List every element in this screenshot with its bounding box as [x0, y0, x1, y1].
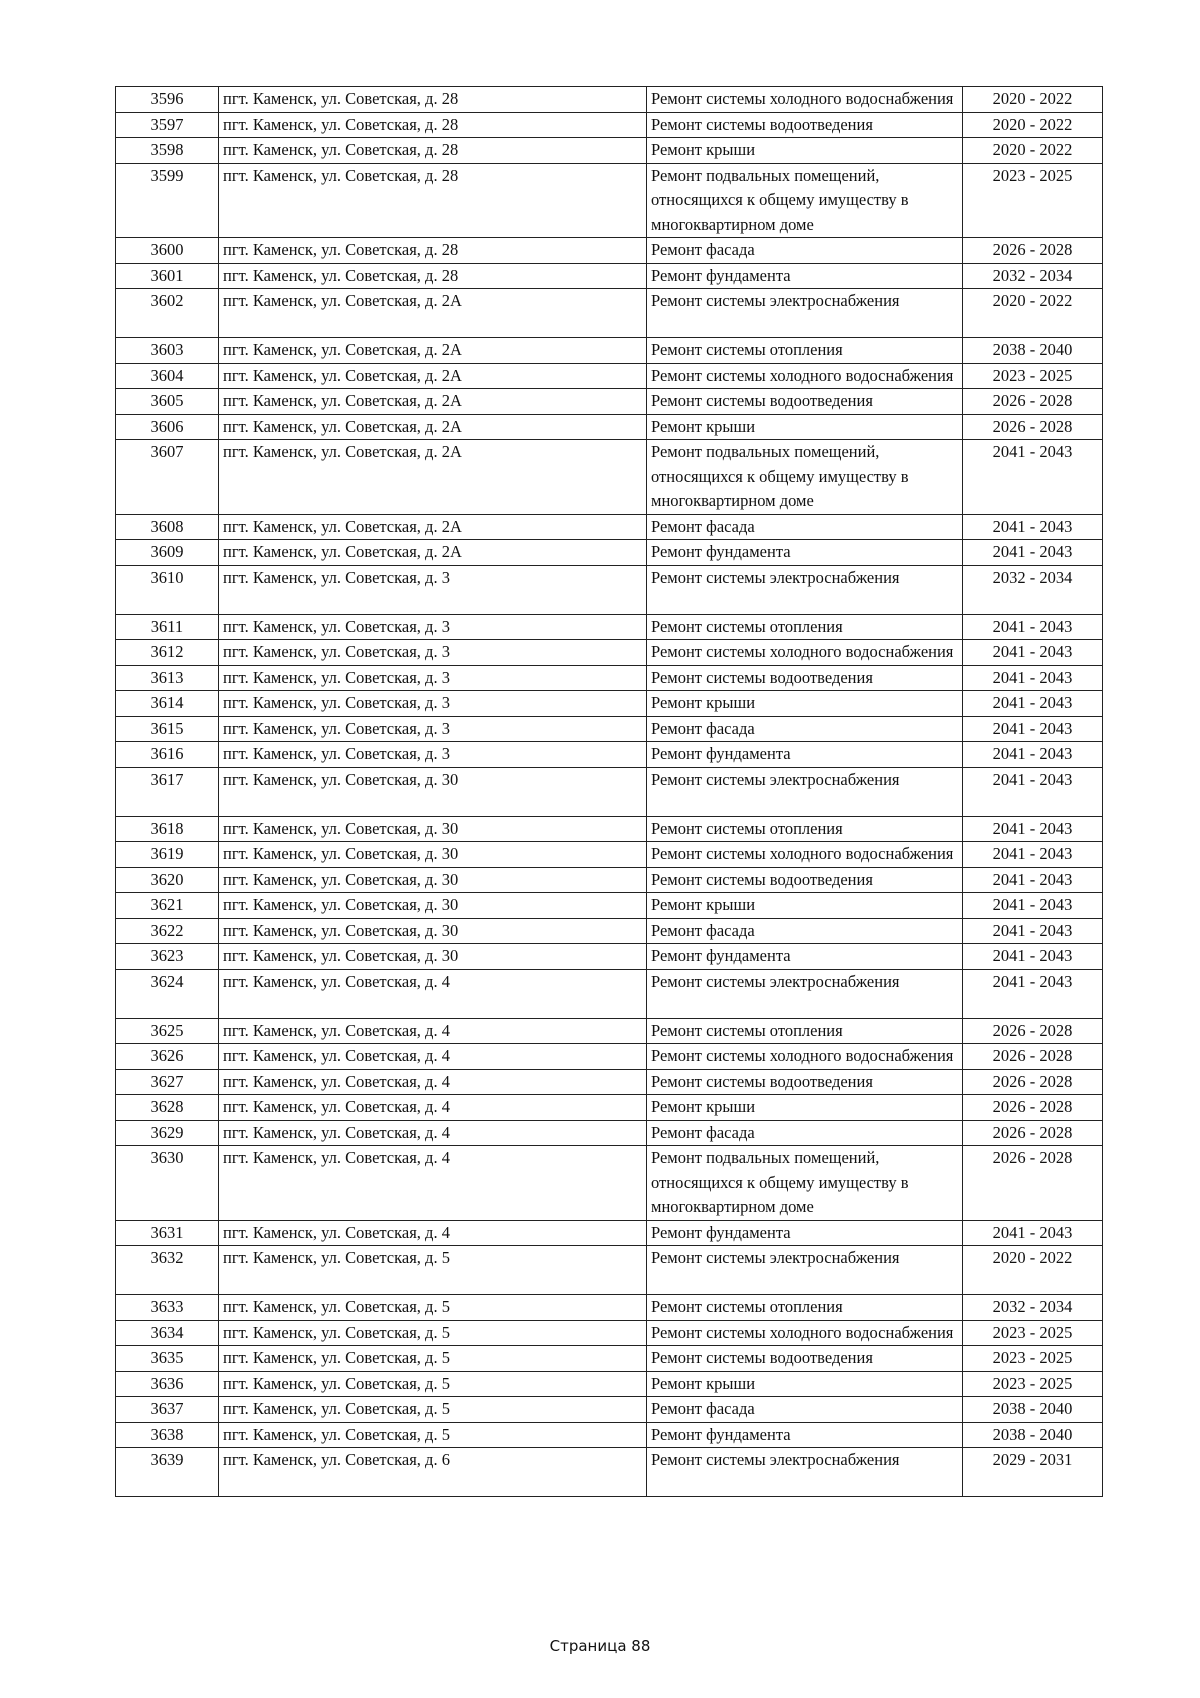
row-number: 3624: [116, 969, 219, 1018]
row-number: 3635: [116, 1346, 219, 1372]
row-work-type: Ремонт крыши: [647, 893, 963, 919]
table-row: [116, 1044, 1103, 1070]
row-work-type: Ремонт системы отопления: [647, 614, 963, 640]
row-address: пгт. Каменск, ул. Советская, д. 5: [219, 1422, 647, 1448]
row-period: 2041 - 2043: [963, 514, 1103, 540]
row-work-type: Ремонт подвальных помещений, относящихся к общему имуществу в многоквартирном доме: [647, 1146, 963, 1221]
row-address: пгт. Каменск, ул. Советская, д. 30: [219, 893, 647, 919]
row-work-type: Ремонт системы водоотведения: [647, 867, 963, 893]
table-body: [116, 87, 1103, 1497]
row-number: 3607: [116, 440, 219, 515]
row-number: 3636: [116, 1371, 219, 1397]
row-period: 2020 - 2022: [963, 112, 1103, 138]
row-work-type: Ремонт крыши: [647, 1095, 963, 1121]
row-address: пгт. Каменск, ул. Советская, д. 3: [219, 665, 647, 691]
row-address: пгт. Каменск, ул. Советская, д. 4: [219, 1220, 647, 1246]
table-row: [116, 867, 1103, 893]
table-row: [116, 944, 1103, 970]
row-period: 2020 - 2022: [963, 1246, 1103, 1295]
row-address: пгт. Каменск, ул. Советская, д. 3: [219, 691, 647, 717]
row-work-type: Ремонт фундамента: [647, 944, 963, 970]
row-work-type: Ремонт системы электроснабжения: [647, 1448, 963, 1497]
row-address: пгт. Каменск, ул. Советская, д. 30: [219, 767, 647, 816]
table-row: [116, 1018, 1103, 1044]
row-number: 3637: [116, 1397, 219, 1423]
row-work-type: Ремонт системы водоотведения: [647, 1069, 963, 1095]
row-work-type: Ремонт подвальных помещений, относящихся к общему имуществу в многоквартирном доме: [647, 163, 963, 238]
row-number: 3609: [116, 540, 219, 566]
row-address: пгт. Каменск, ул. Советская, д. 2А: [219, 440, 647, 515]
row-address: пгт. Каменск, ул. Советская, д. 28: [219, 138, 647, 164]
row-work-type: Ремонт системы холодного водоснабжения: [647, 640, 963, 666]
row-work-type: Ремонт системы холодного водоснабжения: [647, 363, 963, 389]
row-address: пгт. Каменск, ул. Советская, д. 30: [219, 867, 647, 893]
table-row: [116, 816, 1103, 842]
table-row: [116, 138, 1103, 164]
row-period: 2041 - 2043: [963, 540, 1103, 566]
table-row: [116, 691, 1103, 717]
row-work-type: Ремонт системы водоотведения: [647, 1346, 963, 1372]
table-row: [116, 969, 1103, 1018]
row-address: пгт. Каменск, ул. Советская, д. 4: [219, 1069, 647, 1095]
row-address: пгт. Каменск, ул. Советская, д. 2А: [219, 338, 647, 364]
row-work-type: Ремонт системы холодного водоснабжения: [647, 842, 963, 868]
row-period: 2026 - 2028: [963, 414, 1103, 440]
row-number: 3596: [116, 87, 219, 113]
row-number: 3608: [116, 514, 219, 540]
row-period: 2041 - 2043: [963, 918, 1103, 944]
table-row: [116, 1120, 1103, 1146]
row-address: пгт. Каменск, ул. Советская, д. 5: [219, 1371, 647, 1397]
row-number: 3619: [116, 842, 219, 868]
row-address: пгт. Каменск, ул. Советская, д. 28: [219, 87, 647, 113]
row-number: 3639: [116, 1448, 219, 1497]
row-address: пгт. Каменск, ул. Советская, д. 3: [219, 716, 647, 742]
row-number: 3625: [116, 1018, 219, 1044]
row-number: 3604: [116, 363, 219, 389]
row-period: 2026 - 2028: [963, 1044, 1103, 1070]
row-address: пгт. Каменск, ул. Советская, д. 3: [219, 640, 647, 666]
table-row: [116, 440, 1103, 515]
row-number: 3630: [116, 1146, 219, 1221]
row-number: 3598: [116, 138, 219, 164]
row-work-type: Ремонт системы электроснабжения: [647, 969, 963, 1018]
row-period: 2041 - 2043: [963, 893, 1103, 919]
table-row: [116, 842, 1103, 868]
row-number: 3634: [116, 1320, 219, 1346]
row-number: 3601: [116, 263, 219, 289]
row-number: 3621: [116, 893, 219, 919]
row-period: 2041 - 2043: [963, 767, 1103, 816]
row-period: 2023 - 2025: [963, 363, 1103, 389]
row-address: пгт. Каменск, ул. Советская, д. 5: [219, 1246, 647, 1295]
row-number: 3597: [116, 112, 219, 138]
table-row: [116, 1146, 1103, 1221]
table-row: [116, 565, 1103, 614]
row-work-type: Ремонт фундамента: [647, 540, 963, 566]
row-period: 2041 - 2043: [963, 716, 1103, 742]
row-period: 2038 - 2040: [963, 1397, 1103, 1423]
row-period: 2041 - 2043: [963, 440, 1103, 515]
row-number: 3602: [116, 289, 219, 338]
row-work-type: Ремонт системы отопления: [647, 1295, 963, 1321]
row-address: пгт. Каменск, ул. Советская, д. 4: [219, 1120, 647, 1146]
row-period: 2032 - 2034: [963, 263, 1103, 289]
row-work-type: Ремонт фундамента: [647, 263, 963, 289]
repair-schedule-table: [115, 86, 1103, 1497]
row-address: пгт. Каменск, ул. Советская, д. 28: [219, 163, 647, 238]
row-period: 2026 - 2028: [963, 389, 1103, 415]
row-period: 2032 - 2034: [963, 565, 1103, 614]
row-address: пгт. Каменск, ул. Советская, д. 28: [219, 263, 647, 289]
row-address: пгт. Каменск, ул. Советская, д. 28: [219, 238, 647, 264]
row-address: пгт. Каменск, ул. Советская, д. 30: [219, 944, 647, 970]
row-period: 2038 - 2040: [963, 1422, 1103, 1448]
row-address: пгт. Каменск, ул. Советская, д. 2А: [219, 389, 647, 415]
row-work-type: Ремонт фасада: [647, 1120, 963, 1146]
row-work-type: Ремонт фасада: [647, 238, 963, 264]
row-work-type: Ремонт крыши: [647, 414, 963, 440]
row-work-type: Ремонт крыши: [647, 138, 963, 164]
table-row: [116, 1069, 1103, 1095]
row-number: 3615: [116, 716, 219, 742]
row-work-type: Ремонт системы водоотведения: [647, 389, 963, 415]
row-number: 3617: [116, 767, 219, 816]
row-work-type: Ремонт фасада: [647, 716, 963, 742]
row-period: 2026 - 2028: [963, 1095, 1103, 1121]
row-address: пгт. Каменск, ул. Советская, д. 4: [219, 1095, 647, 1121]
row-work-type: Ремонт фундамента: [647, 1422, 963, 1448]
table-row: [116, 1346, 1103, 1372]
row-period: 2023 - 2025: [963, 1320, 1103, 1346]
row-number: 3628: [116, 1095, 219, 1121]
table-row: [116, 1220, 1103, 1246]
row-address: пгт. Каменск, ул. Советская, д. 30: [219, 816, 647, 842]
row-work-type: Ремонт фасада: [647, 1397, 963, 1423]
row-work-type: Ремонт системы холодного водоснабжения: [647, 87, 963, 113]
row-address: пгт. Каменск, ул. Советская, д. 5: [219, 1346, 647, 1372]
row-period: 2041 - 2043: [963, 691, 1103, 717]
table-row: [116, 614, 1103, 640]
row-number: 3631: [116, 1220, 219, 1246]
row-address: пгт. Каменск, ул. Советская, д. 3: [219, 565, 647, 614]
row-number: 3627: [116, 1069, 219, 1095]
row-number: 3638: [116, 1422, 219, 1448]
row-period: 2026 - 2028: [963, 238, 1103, 264]
row-period: 2032 - 2034: [963, 1295, 1103, 1321]
row-period: 2041 - 2043: [963, 944, 1103, 970]
row-period: 2026 - 2028: [963, 1120, 1103, 1146]
row-work-type: Ремонт системы водоотведения: [647, 112, 963, 138]
row-address: пгт. Каменск, ул. Советская, д. 4: [219, 969, 647, 1018]
table-row: [116, 742, 1103, 768]
row-period: 2041 - 2043: [963, 816, 1103, 842]
row-address: пгт. Каменск, ул. Советская, д. 2А: [219, 414, 647, 440]
row-address: пгт. Каменск, ул. Советская, д. 5: [219, 1295, 647, 1321]
table-row: [116, 87, 1103, 113]
row-period: 2029 - 2031: [963, 1448, 1103, 1497]
table-row: [116, 918, 1103, 944]
table-row: [116, 1422, 1103, 1448]
row-period: 2041 - 2043: [963, 614, 1103, 640]
row-address: пгт. Каменск, ул. Советская, д. 4: [219, 1044, 647, 1070]
table-row: [116, 338, 1103, 364]
row-period: 2023 - 2025: [963, 1346, 1103, 1372]
row-address: пгт. Каменск, ул. Советская, д. 4: [219, 1018, 647, 1044]
page-number: Страница 88: [549, 1637, 651, 1655]
row-work-type: Ремонт системы электроснабжения: [647, 1246, 963, 1295]
table-row: [116, 716, 1103, 742]
row-work-type: Ремонт системы холодного водоснабжения: [647, 1320, 963, 1346]
row-period: 2026 - 2028: [963, 1069, 1103, 1095]
row-work-type: Ремонт системы водоотведения: [647, 665, 963, 691]
table-row: [116, 1246, 1103, 1295]
row-address: пгт. Каменск, ул. Советская, д. 6: [219, 1448, 647, 1497]
table-row: [116, 1320, 1103, 1346]
table-row: [116, 263, 1103, 289]
row-number: 3620: [116, 867, 219, 893]
row-number: 3611: [116, 614, 219, 640]
table-row: [116, 238, 1103, 264]
table-row: [116, 163, 1103, 238]
table-row: [116, 1095, 1103, 1121]
table-row: [116, 1371, 1103, 1397]
table-row: [116, 1295, 1103, 1321]
row-number: 3605: [116, 389, 219, 415]
row-number: 3629: [116, 1120, 219, 1146]
row-period: 2041 - 2043: [963, 969, 1103, 1018]
row-period: 2041 - 2043: [963, 742, 1103, 768]
row-address: пгт. Каменск, ул. Советская, д. 3: [219, 742, 647, 768]
row-number: 3600: [116, 238, 219, 264]
row-period: 2020 - 2022: [963, 138, 1103, 164]
table-row: [116, 893, 1103, 919]
row-work-type: Ремонт системы отопления: [647, 816, 963, 842]
row-work-type: Ремонт системы электроснабжения: [647, 289, 963, 338]
row-number: 3613: [116, 665, 219, 691]
row-period: 2026 - 2028: [963, 1146, 1103, 1221]
row-address: пгт. Каменск, ул. Советская, д. 3: [219, 614, 647, 640]
row-address: пгт. Каменск, ул. Советская, д. 2А: [219, 514, 647, 540]
row-period: 2038 - 2040: [963, 338, 1103, 364]
row-work-type: Ремонт крыши: [647, 1371, 963, 1397]
row-number: 3606: [116, 414, 219, 440]
row-period: 2026 - 2028: [963, 1018, 1103, 1044]
table-row: [116, 640, 1103, 666]
row-number: 3622: [116, 918, 219, 944]
table-row: [116, 665, 1103, 691]
table-row: [116, 540, 1103, 566]
row-address: пгт. Каменск, ул. Советская, д. 5: [219, 1397, 647, 1423]
table-row: [116, 1397, 1103, 1423]
row-number: 3632: [116, 1246, 219, 1295]
row-address: пгт. Каменск, ул. Советская, д. 2А: [219, 363, 647, 389]
row-work-type: Ремонт системы электроснабжения: [647, 767, 963, 816]
row-period: 2041 - 2043: [963, 640, 1103, 666]
table-row: [116, 289, 1103, 338]
row-number: 3616: [116, 742, 219, 768]
table-row: [116, 112, 1103, 138]
row-work-type: Ремонт фундамента: [647, 1220, 963, 1246]
table-row: [116, 414, 1103, 440]
row-period: 2023 - 2025: [963, 1371, 1103, 1397]
row-work-type: Ремонт системы отопления: [647, 338, 963, 364]
row-period: 2041 - 2043: [963, 867, 1103, 893]
row-work-type: Ремонт фундамента: [647, 742, 963, 768]
row-number: 3603: [116, 338, 219, 364]
row-period: 2041 - 2043: [963, 1220, 1103, 1246]
row-number: 3599: [116, 163, 219, 238]
row-number: 3614: [116, 691, 219, 717]
row-work-type: Ремонт подвальных помещений, относящихся к общему имуществу в многоквартирном доме: [647, 440, 963, 515]
row-period: 2020 - 2022: [963, 87, 1103, 113]
row-address: пгт. Каменск, ул. Советская, д. 5: [219, 1320, 647, 1346]
row-number: 3626: [116, 1044, 219, 1070]
row-work-type: Ремонт крыши: [647, 691, 963, 717]
row-work-type: Ремонт системы холодного водоснабжения: [647, 1044, 963, 1070]
row-address: пгт. Каменск, ул. Советская, д. 4: [219, 1146, 647, 1221]
row-number: 3612: [116, 640, 219, 666]
row-period: 2041 - 2043: [963, 665, 1103, 691]
row-address: пгт. Каменск, ул. Советская, д. 30: [219, 918, 647, 944]
row-period: 2023 - 2025: [963, 163, 1103, 238]
row-address: пгт. Каменск, ул. Советская, д. 30: [219, 842, 647, 868]
row-work-type: Ремонт фасада: [647, 514, 963, 540]
row-period: 2020 - 2022: [963, 289, 1103, 338]
table-row: [116, 363, 1103, 389]
row-address: пгт. Каменск, ул. Советская, д. 28: [219, 112, 647, 138]
row-address: пгт. Каменск, ул. Советская, д. 2А: [219, 289, 647, 338]
row-work-type: Ремонт фасада: [647, 918, 963, 944]
row-address: пгт. Каменск, ул. Советская, д. 2А: [219, 540, 647, 566]
row-number: 3618: [116, 816, 219, 842]
row-number: 3623: [116, 944, 219, 970]
table-row: [116, 389, 1103, 415]
table-row: [116, 767, 1103, 816]
row-number: 3610: [116, 565, 219, 614]
table-row: [116, 514, 1103, 540]
row-work-type: Ремонт системы электроснабжения: [647, 565, 963, 614]
row-period: 2041 - 2043: [963, 842, 1103, 868]
row-work-type: Ремонт системы отопления: [647, 1018, 963, 1044]
row-number: 3633: [116, 1295, 219, 1321]
table-row: [116, 1448, 1103, 1497]
